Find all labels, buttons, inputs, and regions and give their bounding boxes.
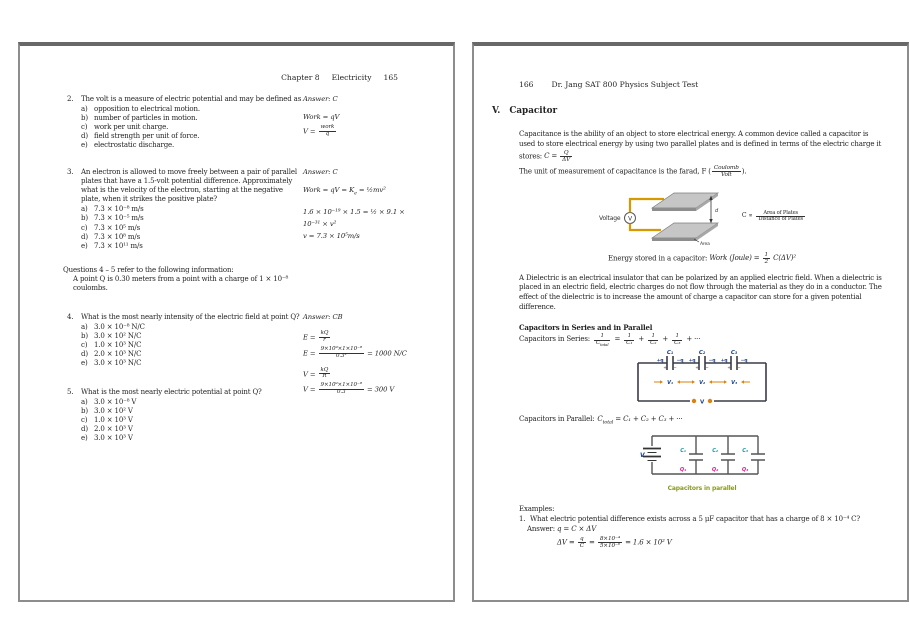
option-row: b) number of particles in motion. [81, 114, 198, 123]
svg-text:C₁: C₁ [666, 349, 674, 356]
svg-text:+q: +q [720, 358, 728, 364]
right-page-header [519, 80, 698, 89]
charge-labels [657, 357, 748, 363]
option-row: a) 3.0 × 10⁻⁸ N/C [81, 323, 145, 332]
svg-text:−: − [737, 364, 741, 370]
option-row: b) 3.0 × 10² V [81, 407, 133, 416]
fraction: $\frac{1}{\text{C₂}}$ [650, 332, 657, 346]
option-row: b) 3.0 × 10² N/C [81, 332, 142, 341]
distance-arrow [709, 195, 712, 223]
question-number: 2. [67, 95, 74, 103]
answer-column-q2: Answer: C Work = qV V = $\frac{\text{work}}{q}$ [303, 95, 455, 151]
parallel-formula-line: Capacitors in Parallel: $C_{total} = C_1 + C_2 + C_3$ + ··· [519, 414, 683, 425]
fraction: $\frac{\text{Area of Plates}}{\text{Distance of Plates}}$ [758, 209, 804, 223]
parallel-diagram-caption: Capacitors in parallel [667, 484, 737, 492]
question-text: What is the most nearly intensity of the electric field at point Q? [81, 313, 300, 321]
question-text: An electron is allowed to move freely between a pair of parallel plates that have a 1.5-volt potential difference. Approximately what is the velocity of the electron, starting at the negative plate, when it strikes the positive plate? [81, 168, 297, 204]
question-2 [67, 95, 455, 151]
fraction: $\frac{1}{\text{C₁}}$ [626, 332, 633, 346]
parallel-diagram-wrap [519, 428, 885, 493]
option-row: d) field strength per unit of force. [81, 132, 200, 141]
option-row: d) 2.0 × 10³ V [81, 425, 133, 434]
svg-text:C₂: C₂ [712, 447, 718, 454]
question-3 [67, 168, 455, 251]
options-list [81, 205, 303, 250]
answer-label: Answer: C [303, 95, 338, 103]
capacitor-plates-figure [598, 186, 728, 248]
fraction: $\frac{1}{C_{total}}$ [595, 332, 609, 347]
book-title: Dr. Jang SAT 800 Physics Subject Test [551, 80, 699, 89]
d-label: d [714, 207, 718, 214]
option-row: a) 7.3 × 10⁻⁸ m/s [81, 205, 144, 214]
fraction: $\frac{kQ}{R}$ [320, 366, 329, 380]
question-text: The volt is a measure of electric potential and may be defined as [81, 95, 302, 103]
bottom-plate [652, 223, 718, 241]
svg-text:V: V [699, 399, 705, 406]
answer-label: Answer: C [303, 168, 338, 176]
svg-text:+: + [727, 364, 731, 370]
svg-text:Q₁: Q₁ [679, 466, 687, 473]
svg-text:+q: +q [688, 358, 696, 364]
energy-formula-line: Energy stored in a capacitor: Work (Joule) = $\frac{1}{2}$ C(ΔV)² [608, 251, 796, 265]
options-list [81, 398, 303, 443]
page-number: 165 [383, 73, 398, 82]
fraction: $\frac{\text{9×10⁹×1×10⁻⁸}}{0.3}$ [320, 382, 362, 396]
question-number: 3. [67, 168, 74, 176]
option-row: e) 3.0 × 10³ N/C [81, 359, 142, 368]
svg-text:C₂: C₂ [698, 349, 706, 356]
option-row: e) electrostatic discharge. [81, 141, 175, 150]
answer-column-q4-q5: Answer: CB E = $\frac{kQ}{r}$ E = $\frac{\text{9×10⁹×1×10⁻⁸}}{\text{0.3²}}$ = 1000 N/C V = $\frac{kQ}{R}$ V = $\frac{\text{9×10⁹×1×10⁻⁸}}{0.3}$ = 300 V [303, 313, 455, 399]
fraction: $\frac{\text{9×10⁹×1×10⁻⁸}}{\text{0.3²}}$ [320, 345, 363, 359]
svg-text:V: V [628, 216, 632, 223]
fraction: $\frac{Q}{\Delta V}$ [562, 149, 571, 163]
series-formula-line: Capacitors in Series: $\frac{1}{C_{total}}$ = $\frac{1}{\text{C₁}}$ + $\frac{1}{\text{C₂}}$ + $\frac{1}{\text{C₃}}$ + ··· [519, 332, 701, 347]
series-parallel-heading: Capacitors in Series and in Parallel [519, 322, 653, 332]
voltage-source-symbol [624, 212, 635, 223]
svg-text:V₂: V₂ [699, 379, 705, 386]
example-item-1: 1. What electric potential difference exists across a 5 μF capacitor that has a charge of 8 × 10⁻⁴ C? [519, 514, 860, 523]
option-row: a) opposition to electrical motion. [81, 105, 200, 114]
fraction: $\frac{1}{\text{C₃}}$ [674, 332, 681, 346]
proportionality-formula: C ∝ $\frac{\text{Area of Plates}}{\text{Distance of Plates}}$ [741, 209, 804, 223]
svg-text:Q₃: Q₃ [741, 466, 749, 473]
option-row: a) 3.0 × 10⁻⁸ V [81, 398, 137, 407]
option-row: d) 2.0 × 10³ N/C [81, 350, 142, 359]
examples-heading: Examples: [519, 504, 555, 513]
question-5 [67, 388, 303, 444]
question-4 [67, 313, 455, 399]
svg-text:−: − [705, 364, 709, 370]
svg-text:Q₂: Q₂ [711, 466, 719, 473]
option-row: c) 1.0 × 10³ N/C [81, 341, 142, 350]
fraction: $\frac{1}{2}$ [764, 251, 769, 265]
option-row: b) 7.3 × 10⁻⁵ m/s [81, 214, 144, 223]
charge-labels [680, 467, 749, 473]
fraction: $\frac{\text{8×10⁻⁴}}{\text{5×10⁻⁶}}$ [599, 536, 620, 550]
examples-section [519, 505, 885, 549]
fraction: $\frac{\text{Coulomb}}{\text{Volt}}$ [713, 164, 739, 178]
area-label: Area [699, 241, 710, 247]
svg-text:−q: −q [676, 358, 684, 364]
series-circuit-diagram [632, 349, 772, 409]
example-answer-work: ΔV = $\frac{q}{C}$ = $\frac{\text{8×10⁻⁴}}{\text{5×10⁻⁶}}$ = 1.6 × 10² V [557, 536, 672, 550]
fraction: $\frac{kQ}{r}$ [320, 330, 329, 344]
branch-voltage-labels [667, 380, 738, 386]
battery-symbol [643, 448, 661, 460]
right-page-body [519, 130, 885, 549]
top-plate [652, 193, 718, 211]
svg-text:C₃: C₃ [730, 349, 738, 356]
capacitor-labels [667, 350, 738, 356]
fraction: $\frac{\text{work}}{q}$ [320, 124, 335, 138]
answer-column-q3: Answer: C Work = qV = $K_e$ = ½mv² 1.6 × 10⁻¹⁹ × 1.5 = ½ × 9.1 × 10⁻³¹ × v² v = 7.3 × 10⁵m/s [303, 168, 455, 251]
parallel-circuit-diagram [638, 428, 766, 480]
capacitor-figure-row [519, 186, 885, 248]
option-row: c) work per unit charge. [81, 123, 169, 132]
book-page-right [472, 42, 909, 602]
source-voltage-label: V [640, 451, 645, 459]
fraction: $\frac{q}{C}$ [579, 536, 584, 550]
question-text: What is the most nearly electric potential at point Q? [81, 388, 262, 396]
options-list [81, 323, 303, 368]
question-number: 5. [67, 388, 74, 396]
question-number: 4. [67, 313, 74, 321]
option-row: c) 7.3 × 10⁵ m/s [81, 223, 141, 232]
svg-text:+: + [695, 364, 699, 370]
option-row: c) 1.0 × 10³ V [81, 416, 133, 425]
page-number: 166 [519, 80, 534, 89]
svg-text:V₁: V₁ [667, 379, 673, 386]
svg-text:+q: +q [656, 358, 664, 364]
svg-text:−q: −q [740, 358, 748, 364]
section-heading: V. Capacitor [492, 106, 558, 116]
svg-text:−q: −q [708, 358, 716, 364]
option-row: e) 3.0 × 10³ V [81, 434, 133, 443]
svg-text:+: + [663, 364, 667, 370]
answer-label: Answer: CB [303, 313, 343, 321]
capacitor-plates [689, 454, 765, 460]
chapter-label: Chapter 8 [281, 73, 320, 82]
options-list [81, 105, 303, 150]
book-page-left [18, 42, 455, 602]
voltage-label: Voltage [598, 214, 621, 222]
example-answer: Answer: q = C × ΔV [527, 524, 597, 533]
svg-text:V₃: V₃ [731, 379, 737, 386]
plate-polarity-signs [663, 365, 740, 370]
svg-text:−: − [673, 364, 677, 370]
farad-paragraph: The unit of measurement of capacitance is the farad, F ( $\frac{\text{Coulomb}}{\text{Volt}}$ ). [519, 164, 747, 178]
capacitance-paragraph: Capacitance is the ability of an object to store electrical energy. A common device called a capacitor is used to store electrical energy by using two parallel plates and is defined in terms of the electric charge it stores: C = $\frac{Q}{\Delta V}$ [519, 130, 882, 163]
source-terminals [692, 399, 712, 406]
questions-4-5-info: Questions 4 – 5 refer to the following information: A point Q is 0.30 meters from a point with a charge of 1 × 10⁻⁸ coulombs. [63, 266, 289, 293]
svg-text:C₃: C₃ [742, 447, 748, 454]
left-page-header [281, 73, 398, 82]
series-diagram-wrap [519, 349, 885, 413]
dielectric-paragraph: A Dielectric is an electrical insulator that can be polarized by an applied electric field. When a dielectric is placed in an electric field, electric charges do not flow through the material as they do in a conductor. The effect of the dielectric is to increase the amount of charge a capacitor can store for a given potential difference. [519, 273, 882, 312]
capacitor-labels [680, 448, 749, 454]
svg-text:C₁: C₁ [680, 447, 686, 454]
option-row: e) 7.3 × 10¹¹ m/s [81, 241, 143, 250]
option-row: d) 7.3 × 10⁸ m/s [81, 232, 141, 241]
section-label: Electricity [331, 73, 372, 82]
